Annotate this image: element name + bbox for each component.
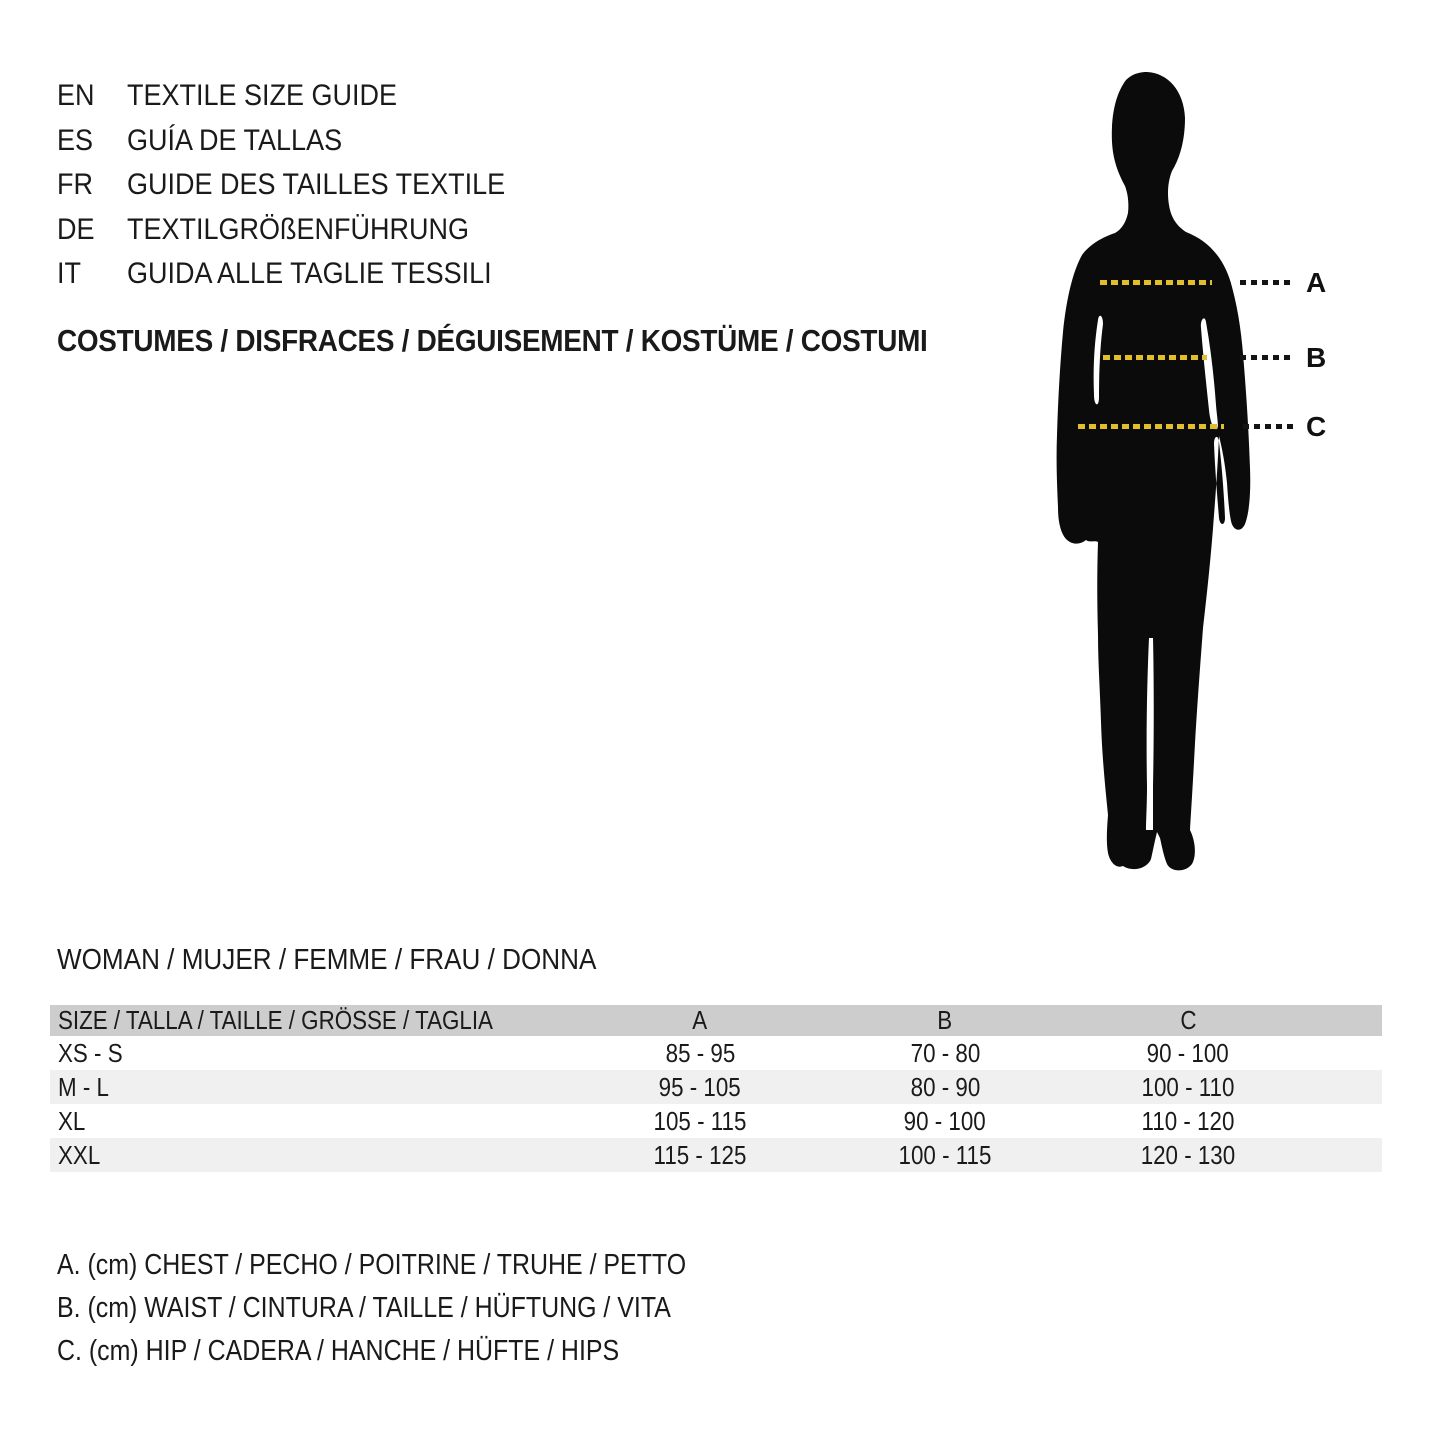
size-column-header: SIZE / TALLA / TAILLE / GRÖSSE / TAGLIA [58, 1005, 493, 1035]
language-title: GUIDE DES TAILLES TEXTILE [127, 168, 506, 201]
language-row [57, 163, 547, 208]
column-header-b: B [937, 1005, 953, 1035]
chest-range-cell: 105 - 115 [653, 1106, 747, 1136]
chest-measure-dash-leader [1240, 280, 1293, 285]
woman-silhouette-figure [1048, 70, 1253, 885]
column-header-c: C [1179, 1005, 1197, 1035]
waist-measure-dash-leader [1240, 355, 1293, 360]
hip-measure-dash-on-body [1078, 424, 1224, 429]
woman-silhouette-path [1057, 72, 1251, 870]
chest-marker-label: A [1306, 267, 1327, 298]
table-row [50, 1070, 1382, 1104]
category-heading: COSTUMES / DISFRACES / DÉGUISEMENT / KOSTÜME / COSTUMI [57, 323, 928, 358]
waist-range-cell: 100 - 115 [898, 1140, 992, 1170]
language-title: GUÍA DE TALLAS [127, 123, 343, 157]
legend-line-chest: A. (cm) CHEST / PECHO / POITRINE / TRUHE / PETTO [57, 1249, 687, 1281]
hip-range-cell: 100 - 110 [1141, 1072, 1235, 1102]
waist-range-cell: 90 - 100 [903, 1106, 987, 1136]
hip-marker-label: C [1306, 411, 1327, 442]
waist-marker-label: B [1306, 342, 1327, 373]
hip-range-cell: 90 - 100 [1146, 1038, 1230, 1068]
chest-range-cell: 115 - 125 [653, 1140, 747, 1170]
language-title: TEXTILGRÖßENFÜHRUNG [127, 212, 470, 246]
chest-measure-dash-on-body [1100, 280, 1212, 285]
table-row [50, 1104, 1382, 1138]
legend-line-waist: B. (cm) WAIST / CINTURA / TAILLE / HÜFTUNG / VITA [57, 1292, 671, 1324]
size-table [50, 1005, 1382, 1172]
language-code: IT [57, 257, 82, 290]
hip-range-cell: 110 - 120 [1141, 1106, 1235, 1136]
language-code: EN [57, 79, 95, 112]
measurement-legend [57, 1244, 789, 1373]
table-row [50, 1036, 1382, 1070]
language-title: TEXTILE SIZE GUIDE [127, 79, 398, 112]
waist-measure-dash-on-body [1103, 355, 1207, 360]
chest-range-cell: 95 - 105 [658, 1072, 742, 1102]
language-title-list [57, 74, 547, 297]
language-title: GUIDA ALLE TAGLIE TESSILI [127, 257, 492, 290]
table-row [50, 1138, 1382, 1172]
size-cell: M - L [58, 1072, 109, 1102]
language-code: FR [57, 168, 93, 201]
size-table-header-row [50, 1005, 1382, 1036]
waist-range-cell: 70 - 80 [910, 1038, 980, 1068]
column-header-a: A [692, 1005, 708, 1035]
chest-range-cell: 85 - 95 [665, 1038, 735, 1068]
language-row [57, 208, 547, 253]
language-row [57, 74, 547, 119]
language-row [57, 119, 547, 164]
legend-line-hip: C. (cm) HIP / CADERA / HANCHE / HÜFTE / HIPS [57, 1335, 620, 1367]
section-title-woman: WOMAN / MUJER / FEMME / FRAU / DONNA [57, 944, 597, 976]
language-code: ES [57, 123, 94, 157]
size-cell: XL [58, 1106, 86, 1136]
woman-silhouette-svg [1048, 70, 1253, 885]
language-row [57, 252, 547, 297]
size-cell: XS - S [58, 1038, 123, 1068]
language-code: DE [57, 212, 95, 246]
size-cell: XXL [58, 1140, 101, 1170]
waist-range-cell: 80 - 90 [910, 1072, 980, 1102]
hip-measure-dash-leader [1243, 424, 1293, 429]
hip-range-cell: 120 - 130 [1140, 1140, 1236, 1170]
